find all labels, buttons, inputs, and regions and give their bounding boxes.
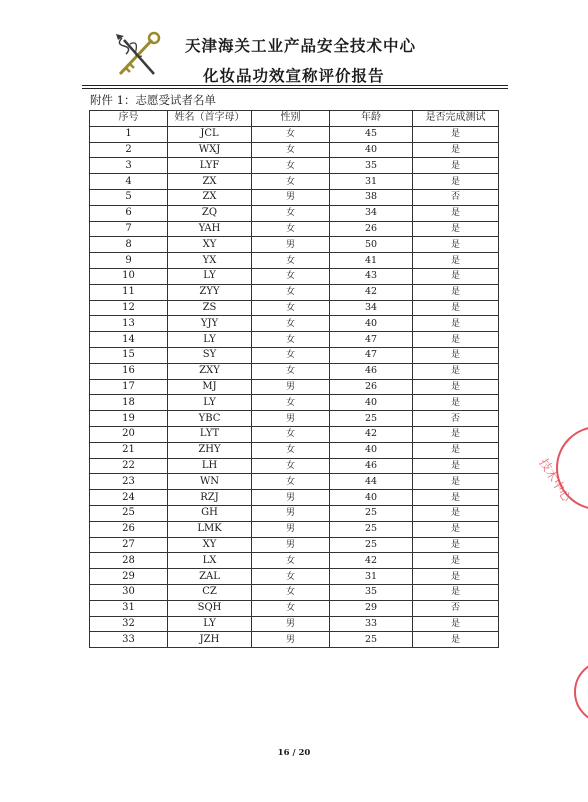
completed-cell: 是	[413, 521, 499, 537]
table-row	[90, 569, 499, 585]
gender-cell: 男	[252, 632, 330, 648]
row-number-cell: 10	[90, 268, 168, 284]
completed-cell: 是	[413, 253, 499, 269]
completed-cell: 是	[413, 268, 499, 284]
name-initials-cell: LY	[168, 268, 252, 284]
row-number-cell: 13	[90, 316, 168, 332]
name-initials-cell: LY	[168, 332, 252, 348]
gender-cell: 男	[252, 537, 330, 553]
age-cell: 50	[330, 237, 413, 253]
name-initials-cell: LMK	[168, 521, 252, 537]
row-number-cell: 3	[90, 158, 168, 174]
name-initials-cell: LH	[168, 458, 252, 474]
completed-cell: 是	[413, 237, 499, 253]
completed-cell: 是	[413, 584, 499, 600]
age-cell: 25	[330, 521, 413, 537]
table-row	[90, 474, 499, 490]
table-row	[90, 426, 499, 442]
name-initials-cell: MJ	[168, 379, 252, 395]
row-number-cell: 28	[90, 553, 168, 569]
table-row	[90, 616, 499, 632]
table-body	[90, 126, 499, 647]
name-initials-cell: ZAL	[168, 569, 252, 585]
completed-cell: 是	[413, 442, 499, 458]
column-header: 姓名（首字母）	[168, 111, 252, 127]
age-cell: 31	[330, 569, 413, 585]
gender-cell: 女	[252, 174, 330, 190]
completed-cell: 是	[413, 537, 499, 553]
seal-text: 技术中心	[536, 456, 574, 505]
completed-cell: 是	[413, 426, 499, 442]
gender-cell: 女	[252, 395, 330, 411]
name-initials-cell: JZH	[168, 632, 252, 648]
name-initials-cell: ZQ	[168, 205, 252, 221]
row-number-cell: 8	[90, 237, 168, 253]
gender-cell: 男	[252, 490, 330, 506]
completed-cell: 是	[413, 284, 499, 300]
age-cell: 35	[330, 158, 413, 174]
age-cell: 40	[330, 395, 413, 411]
gender-cell: 女	[252, 316, 330, 332]
age-cell: 42	[330, 284, 413, 300]
age-cell: 33	[330, 616, 413, 632]
table-row	[90, 189, 499, 205]
row-number-cell: 9	[90, 253, 168, 269]
row-number-cell: 32	[90, 616, 168, 632]
completed-cell: 是	[413, 205, 499, 221]
age-cell: 26	[330, 379, 413, 395]
row-number-cell: 23	[90, 474, 168, 490]
name-initials-cell: WXJ	[168, 142, 252, 158]
name-initials-cell: ZXY	[168, 363, 252, 379]
row-number-cell: 14	[90, 332, 168, 348]
row-number-cell: 12	[90, 300, 168, 316]
name-initials-cell: YBC	[168, 411, 252, 427]
age-cell: 25	[330, 505, 413, 521]
age-cell: 42	[330, 426, 413, 442]
completed-cell: 是	[413, 505, 499, 521]
completed-cell: 是	[413, 300, 499, 316]
table-row	[90, 537, 499, 553]
age-cell: 29	[330, 600, 413, 616]
row-number-cell: 31	[90, 600, 168, 616]
name-initials-cell: ZS	[168, 300, 252, 316]
table-row	[90, 584, 499, 600]
table-row	[90, 126, 499, 142]
row-number-cell: 1	[90, 126, 168, 142]
completed-cell: 是	[413, 379, 499, 395]
completed-cell: 是	[413, 458, 499, 474]
table-row	[90, 553, 499, 569]
row-number-cell: 30	[90, 584, 168, 600]
completed-cell: 否	[413, 411, 499, 427]
column-header: 年龄	[330, 111, 413, 127]
age-cell: 25	[330, 411, 413, 427]
table-row	[90, 174, 499, 190]
name-initials-cell: ZX	[168, 174, 252, 190]
table-row	[90, 237, 499, 253]
gender-cell: 女	[252, 205, 330, 221]
gender-cell: 男	[252, 411, 330, 427]
completed-cell: 是	[413, 363, 499, 379]
row-number-cell: 19	[90, 411, 168, 427]
completed-cell: 是	[413, 126, 499, 142]
table-row	[90, 458, 499, 474]
name-initials-cell: RZJ	[168, 490, 252, 506]
gender-cell: 女	[252, 474, 330, 490]
completed-cell: 是	[413, 158, 499, 174]
name-initials-cell: ZX	[168, 189, 252, 205]
name-initials-cell: CZ	[168, 584, 252, 600]
row-number-cell: 18	[90, 395, 168, 411]
name-initials-cell: LYF	[168, 158, 252, 174]
table-row	[90, 205, 499, 221]
table-row	[90, 505, 499, 521]
volunteer-table	[89, 110, 499, 648]
row-number-cell: 20	[90, 426, 168, 442]
completed-cell: 是	[413, 347, 499, 363]
age-cell: 43	[330, 268, 413, 284]
gender-cell: 女	[252, 426, 330, 442]
age-cell: 35	[330, 584, 413, 600]
column-header: 是否完成测试	[413, 111, 499, 127]
gender-cell: 女	[252, 442, 330, 458]
completed-cell: 是	[413, 490, 499, 506]
table-row	[90, 632, 499, 648]
name-initials-cell: ZHY	[168, 442, 252, 458]
gender-cell: 女	[252, 584, 330, 600]
completed-cell: 是	[413, 569, 499, 585]
table-row	[90, 347, 499, 363]
table-row	[90, 253, 499, 269]
completed-cell: 是	[413, 332, 499, 348]
age-cell: 41	[330, 253, 413, 269]
completed-cell: 是	[413, 142, 499, 158]
name-initials-cell: YX	[168, 253, 252, 269]
completed-cell: 是	[413, 174, 499, 190]
table-row	[90, 221, 499, 237]
gender-cell: 女	[252, 347, 330, 363]
name-initials-cell: XY	[168, 237, 252, 253]
row-number-cell: 24	[90, 490, 168, 506]
gender-cell: 女	[252, 600, 330, 616]
table-row	[90, 521, 499, 537]
row-number-cell: 5	[90, 189, 168, 205]
gender-cell: 女	[252, 553, 330, 569]
age-cell: 25	[330, 632, 413, 648]
age-cell: 38	[330, 189, 413, 205]
gender-cell: 女	[252, 158, 330, 174]
age-cell: 40	[330, 316, 413, 332]
table-row	[90, 395, 499, 411]
age-cell: 46	[330, 363, 413, 379]
gender-cell: 女	[252, 569, 330, 585]
row-number-cell: 21	[90, 442, 168, 458]
gender-cell: 女	[252, 221, 330, 237]
gender-cell: 女	[252, 458, 330, 474]
age-cell: 25	[330, 537, 413, 553]
column-header: 性别	[252, 111, 330, 127]
completed-cell: 否	[413, 189, 499, 205]
table-row	[90, 316, 499, 332]
completed-cell: 是	[413, 221, 499, 237]
row-number-cell: 2	[90, 142, 168, 158]
gender-cell: 男	[252, 505, 330, 521]
table-row	[90, 411, 499, 427]
completed-cell: 否	[413, 600, 499, 616]
age-cell: 44	[330, 474, 413, 490]
table-row	[90, 332, 499, 348]
age-cell: 40	[330, 142, 413, 158]
name-initials-cell: SQH	[168, 600, 252, 616]
name-initials-cell: LY	[168, 395, 252, 411]
row-number-cell: 17	[90, 379, 168, 395]
gender-cell: 男	[252, 616, 330, 632]
age-cell: 40	[330, 442, 413, 458]
table-row	[90, 284, 499, 300]
name-initials-cell: LY	[168, 616, 252, 632]
table-row	[90, 363, 499, 379]
row-number-cell: 25	[90, 505, 168, 521]
table-row	[90, 379, 499, 395]
name-initials-cell: YAH	[168, 221, 252, 237]
org-name: 天津海关工业产品安全技术中心	[185, 37, 417, 55]
name-initials-cell: LX	[168, 553, 252, 569]
gender-cell: 女	[252, 300, 330, 316]
gender-cell: 女	[252, 142, 330, 158]
age-cell: 45	[330, 126, 413, 142]
table-row	[90, 490, 499, 506]
completed-cell: 是	[413, 616, 499, 632]
completed-cell: 是	[413, 395, 499, 411]
name-initials-cell: XY	[168, 537, 252, 553]
row-number-cell: 22	[90, 458, 168, 474]
official-seal-partial	[574, 660, 588, 724]
column-header: 序号	[90, 111, 168, 127]
age-cell: 31	[330, 174, 413, 190]
gender-cell: 男	[252, 379, 330, 395]
row-number-cell: 29	[90, 569, 168, 585]
name-initials-cell: ZYY	[168, 284, 252, 300]
gender-cell: 女	[252, 284, 330, 300]
page-number: 16 / 20	[277, 748, 311, 758]
table-row	[90, 158, 499, 174]
name-initials-cell: GH	[168, 505, 252, 521]
gender-cell: 女	[252, 126, 330, 142]
age-cell: 34	[330, 300, 413, 316]
report-title: 化妆品功效宣称评价报告	[203, 67, 385, 85]
age-cell: 34	[330, 205, 413, 221]
age-cell: 46	[330, 458, 413, 474]
age-cell: 26	[330, 221, 413, 237]
age-cell: 42	[330, 553, 413, 569]
gender-cell: 男	[252, 237, 330, 253]
completed-cell: 是	[413, 632, 499, 648]
row-number-cell: 4	[90, 174, 168, 190]
name-initials-cell: WN	[168, 474, 252, 490]
table-row	[90, 442, 499, 458]
name-initials-cell: JCL	[168, 126, 252, 142]
header-rule	[82, 85, 508, 86]
table-header-row	[90, 111, 499, 127]
gender-cell: 女	[252, 363, 330, 379]
gender-cell: 男	[252, 521, 330, 537]
gender-cell: 女	[252, 268, 330, 284]
completed-cell: 是	[413, 553, 499, 569]
table-row	[90, 268, 499, 284]
table-row	[90, 600, 499, 616]
row-number-cell: 6	[90, 205, 168, 221]
age-cell: 47	[330, 332, 413, 348]
row-number-cell: 7	[90, 221, 168, 237]
row-number-cell: 26	[90, 521, 168, 537]
row-number-cell: 11	[90, 284, 168, 300]
row-number-cell: 15	[90, 347, 168, 363]
table-row	[90, 300, 499, 316]
row-number-cell: 33	[90, 632, 168, 648]
name-initials-cell: SY	[168, 347, 252, 363]
name-initials-cell: LYT	[168, 426, 252, 442]
completed-cell: 是	[413, 316, 499, 332]
customs-emblem-icon	[112, 30, 164, 82]
age-cell: 47	[330, 347, 413, 363]
gender-cell: 女	[252, 253, 330, 269]
completed-cell: 是	[413, 474, 499, 490]
row-number-cell: 27	[90, 537, 168, 553]
attachment-caption: 附件 1：志愿受试者名单	[90, 93, 216, 107]
name-initials-cell: YJY	[168, 316, 252, 332]
gender-cell: 女	[252, 332, 330, 348]
row-number-cell: 16	[90, 363, 168, 379]
header-rule-thin	[82, 88, 508, 89]
gender-cell: 男	[252, 189, 330, 205]
table-row	[90, 142, 499, 158]
age-cell: 40	[330, 490, 413, 506]
